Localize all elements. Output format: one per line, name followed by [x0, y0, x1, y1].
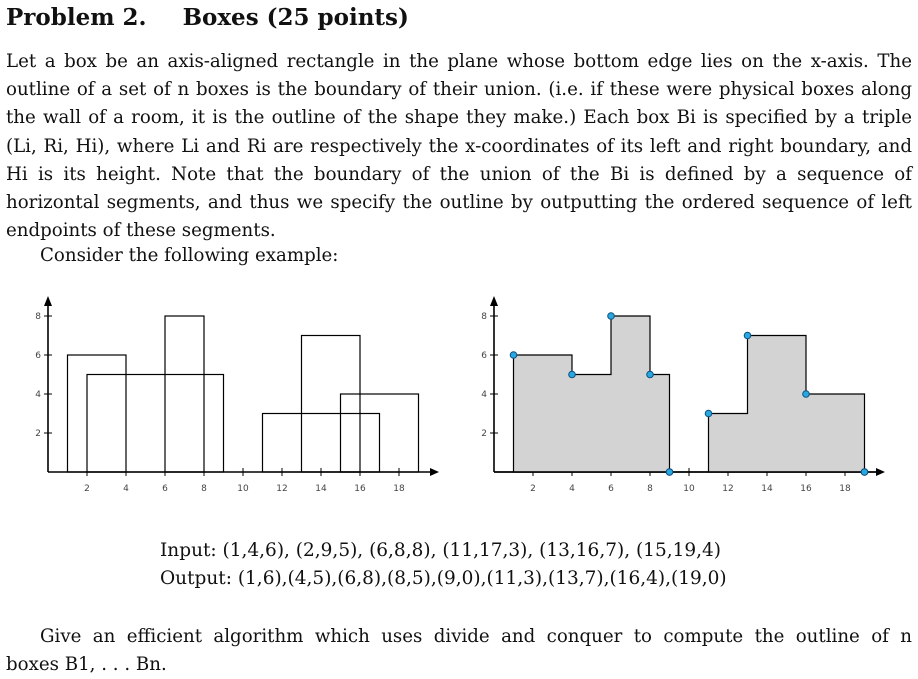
x-tick-label: 4: [569, 484, 575, 494]
outline-point: [803, 391, 810, 398]
x-tick-label: 8: [647, 484, 653, 494]
example-io: [160, 537, 727, 593]
box-rect: [68, 355, 127, 472]
problem-number: Problem 2.: [6, 4, 147, 31]
x-tick-label: 12: [276, 484, 288, 494]
y-tick-label: 2: [481, 429, 487, 439]
y-tick-label: 6: [481, 351, 487, 361]
x-tick-label: 14: [315, 484, 327, 494]
input-line: Input: (1,4,6), (2,9,5), (6,8,8), (11,17,3), (13,16,7), (15,19,4): [160, 540, 721, 561]
x-tick-label: 2: [84, 484, 90, 494]
y-tick-label: 8: [35, 312, 41, 322]
y-tick-label: 4: [35, 390, 41, 400]
output-line: Output: (1,6),(4,5),(6,8),(8,5),(9,0),(11,3),(13,7),(16,4),(19,0): [160, 568, 727, 589]
x-tick-label: 10: [237, 484, 249, 494]
outline-point: [647, 371, 654, 378]
x-tick-label: 16: [354, 484, 366, 494]
x-tick-label: 6: [608, 484, 614, 494]
x-tick-label: 8: [201, 484, 207, 494]
x-tick-label: 2: [530, 484, 536, 494]
x-axis-arrow: [430, 468, 439, 476]
problem-heading: [6, 4, 409, 31]
problem-title: Boxes (25 points): [182, 4, 409, 31]
outline-point: [705, 410, 712, 417]
box-rect: [87, 375, 224, 473]
y-tick-label: 2: [35, 429, 41, 439]
box-rect: [165, 316, 204, 472]
y-tick-label: 8: [481, 312, 487, 322]
outline-point: [666, 469, 673, 476]
x-tick-label: 18: [839, 484, 851, 494]
x-tick-label: 6: [162, 484, 168, 494]
y-tick-label: 6: [35, 351, 41, 361]
x-tick-label: 14: [761, 484, 773, 494]
y-axis-arrow: [490, 296, 498, 306]
box-rect: [263, 414, 380, 473]
outline-shape: [709, 336, 865, 473]
outline-point: [861, 469, 868, 476]
closing-line-2: boxes B1, . . . Bn.: [6, 654, 167, 675]
box-rect: [302, 336, 361, 473]
outline-point: [744, 332, 751, 339]
closing-line-1: Give an efficient algorithm which uses divide and conquer to compute the outline of n: [40, 626, 912, 647]
x-tick-label: 18: [393, 484, 405, 494]
y-tick-label: 4: [481, 390, 487, 400]
closing-text: [6, 623, 912, 679]
consider-text: Consider the following example:: [40, 245, 339, 266]
y-axis-arrow: [44, 296, 52, 306]
x-tick-label: 12: [722, 484, 734, 494]
outline-point: [608, 313, 615, 320]
x-axis-arrow: [876, 468, 885, 476]
outline-point: [510, 352, 517, 359]
x-tick-label: 10: [683, 484, 695, 494]
outline-shape: [514, 316, 670, 472]
x-tick-label: 16: [800, 484, 812, 494]
outline-point: [569, 371, 576, 378]
problem-description: Let a box be an axis-aligned rectangle in the plane whose bottom edge lies on the x-axis. The outline of a set of n boxes is the boundary of their union. (i.e. if these were physical boxes along the wall of a room, it is the outline of the shape they make.) Each box Bi is specified by a triple (Li, Ri, Hi), where Li and Ri are respectively the x-coordinates of its left and right boundary, and Hi is its height. Note that the boundary of the union of the Bi is defined by a sequence of horizontal segments, and thus we specify the outline by outputting the ordered sequence of left endpoints of these segments.: [6, 51, 912, 242]
boxes-figure: [30, 290, 442, 500]
outline-figure: [476, 290, 888, 500]
x-tick-label: 4: [123, 484, 129, 494]
